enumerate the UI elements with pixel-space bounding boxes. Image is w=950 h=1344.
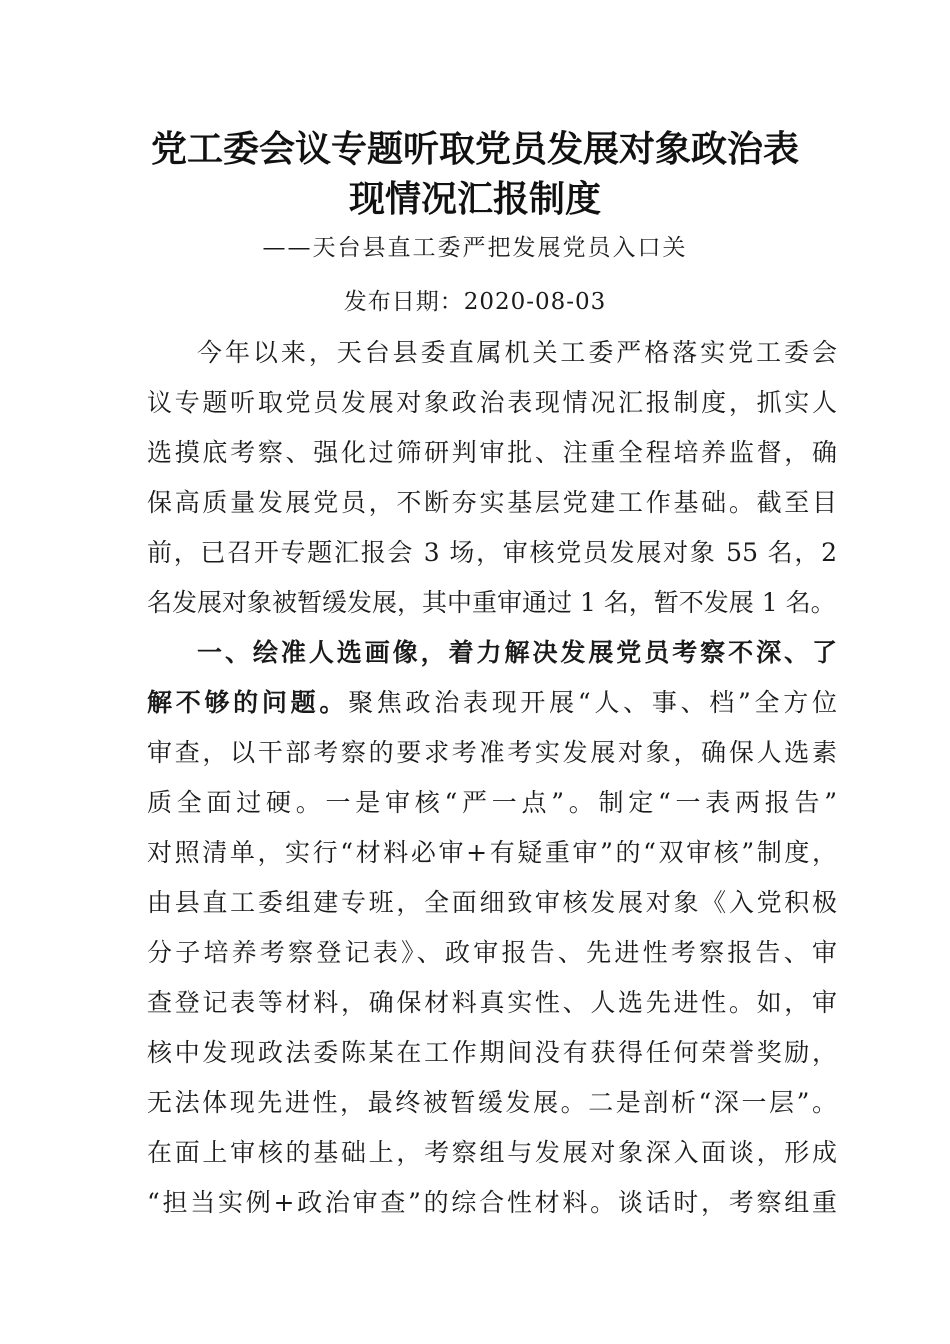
paragraph-line-rest: 聚焦政治表现开展“人、事、档”全方位 [348,688,837,717]
publish-date: 发布日期：2020-08-03 [343,289,607,315]
document-subtitle: ——天台县直工委严把发展党员入口关 [262,235,688,261]
paragraph-line: 核中发现政法委陈某在工作期间没有获得任何荣誉奖励， [147,1038,837,1067]
paragraph-line: 前，已召开专题汇报会 3 场，审核党员发展对象 55 名，2 [147,538,837,567]
paragraph-line: 审查，以干部考察的要求考准考实发展对象，确保人选素 [147,738,837,767]
paragraph-line: 在面上审核的基础上，考察组与发展对象深入面谈，形成 [147,1138,837,1167]
paragraph-line: 查登记表等材料，确保材料真实性、人选先进性。如，审 [147,988,837,1017]
paragraph-line: 今年以来，天台县委直属机关工委严格落实党工委会 [197,338,837,367]
section-heading-tail: 解不够的问题。 [147,688,349,717]
paragraph-line [147,686,837,736]
paragraph-line: 议专题听取党员发展对象政治表现情况汇报制度，抓实人 [147,388,837,417]
paragraph-line: 对照清单，实行“材料必审+有疑重审”的“双审核”制度， [147,838,837,867]
paragraph-line: 分子培养考察登记表》、政审报告、先进性考察报告、审 [147,938,837,967]
document-title-line-1: 党工委会议专题听取党员发展对象政治表 [150,129,799,170]
paragraph-line: 保高质量发展党员，不断夯实基层党建工作基础。截至目 [147,488,837,517]
document-title-line-2: 现情况汇报制度 [348,179,601,220]
paragraph-line: 名发展对象被暂缓发展，其中重审通过 1 名，暂不发展 1 名。 [147,588,836,617]
paragraph-line: “担当实例+政治审查”的综合性材料。谈话时，考察组重 [147,1188,837,1217]
paragraph-line: 无法体现先进性，最终被暂缓发展。二是剖析“深一层”。 [147,1088,837,1117]
paragraph-line: 质全面过硬。一是审核“严一点”。制定“一表两报告” [147,788,837,817]
section-heading-line: 一、绘准人选画像，着力解决发展党员考察不深、了 [197,638,837,667]
paragraph-line: 选摸底考察、强化过筛研判审批、注重全程培养监督，确 [147,438,837,467]
paragraph-line: 由县直工委组建专班，全面细致审核发展对象《入党积极 [147,888,837,917]
